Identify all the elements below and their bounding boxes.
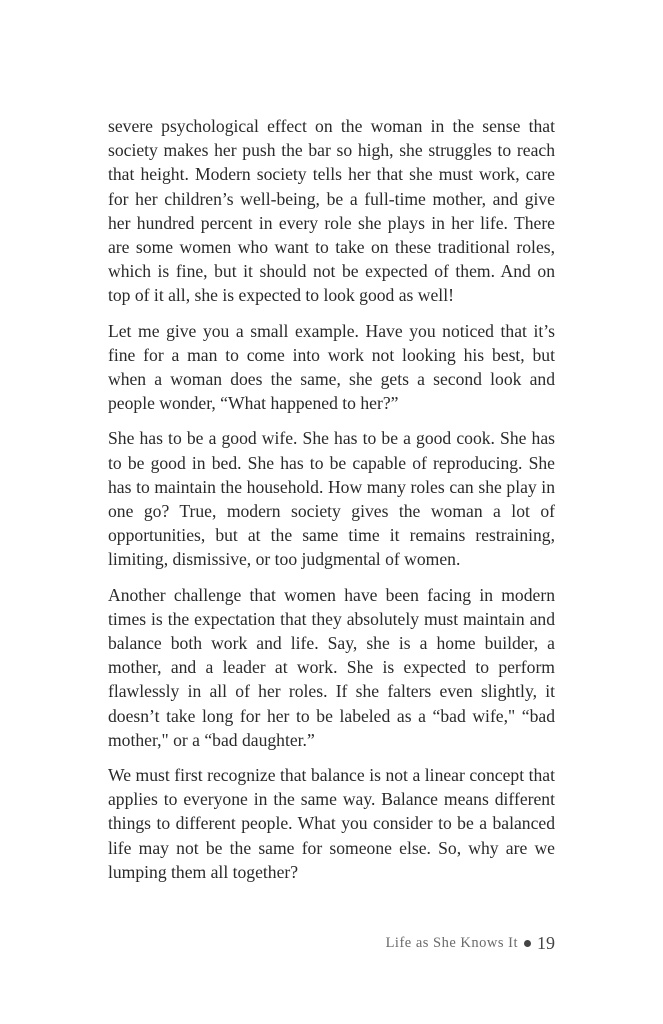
body-text	[108, 114, 555, 895]
paragraph-5: We must first recognize that balance is not a linear concept that applies to everyone in the same way. Balance means different things to different people. What you consider to be a balanced life may not be the same for someone else. So, why are we lumping them all together?	[108, 765, 555, 882]
page-number: 19	[537, 933, 555, 953]
page-footer	[386, 933, 555, 954]
paragraph-2: Let me give you a small example. Have you noticed that it’s fine for a man to come into work not looking his best, but when a woman does the same, she gets a second look and people wonder, “What happened to her?”	[108, 320, 555, 414]
bullet-separator-icon	[524, 940, 531, 947]
running-title: Life as She Knows It	[385, 935, 518, 951]
paragraph-1: severe psychological effect on the woman in the sense that society makes her push the bar so high, she struggles to reach that height. Modern society tells her that she must work, care for her children’s well-being, be a full-time mother, and give her hundred percent in every role she plays in her life. There are some women who want to take on these traditional roles, which is fine, but it should not be expected of them. And on top of it all, she is expected to look good as well!	[108, 116, 555, 306]
paragraph-3: She has to be a good wife. She has to be a good cook. She has to be good in bed. She has to be capable of reproducing. She has to maintain the household. How many roles can she play in one go? True, modern society gives the woman a lot of opportunities, but at the same time it remains restraining, limiting, dismissive, or too judgmental of women.	[108, 428, 555, 570]
paragraph-4: Another challenge that women have been facing in modern times is the expectation that they absolutely must maintain and balance both work and life. Say, she is a home builder, a mother, and a leader at work. She is expected to perform flawlessly in all of her roles. If she falters even slightly, it doesn’t take long for her to be labeled as a “bad wife," “bad mother," or a “bad daughter.”	[108, 584, 555, 750]
